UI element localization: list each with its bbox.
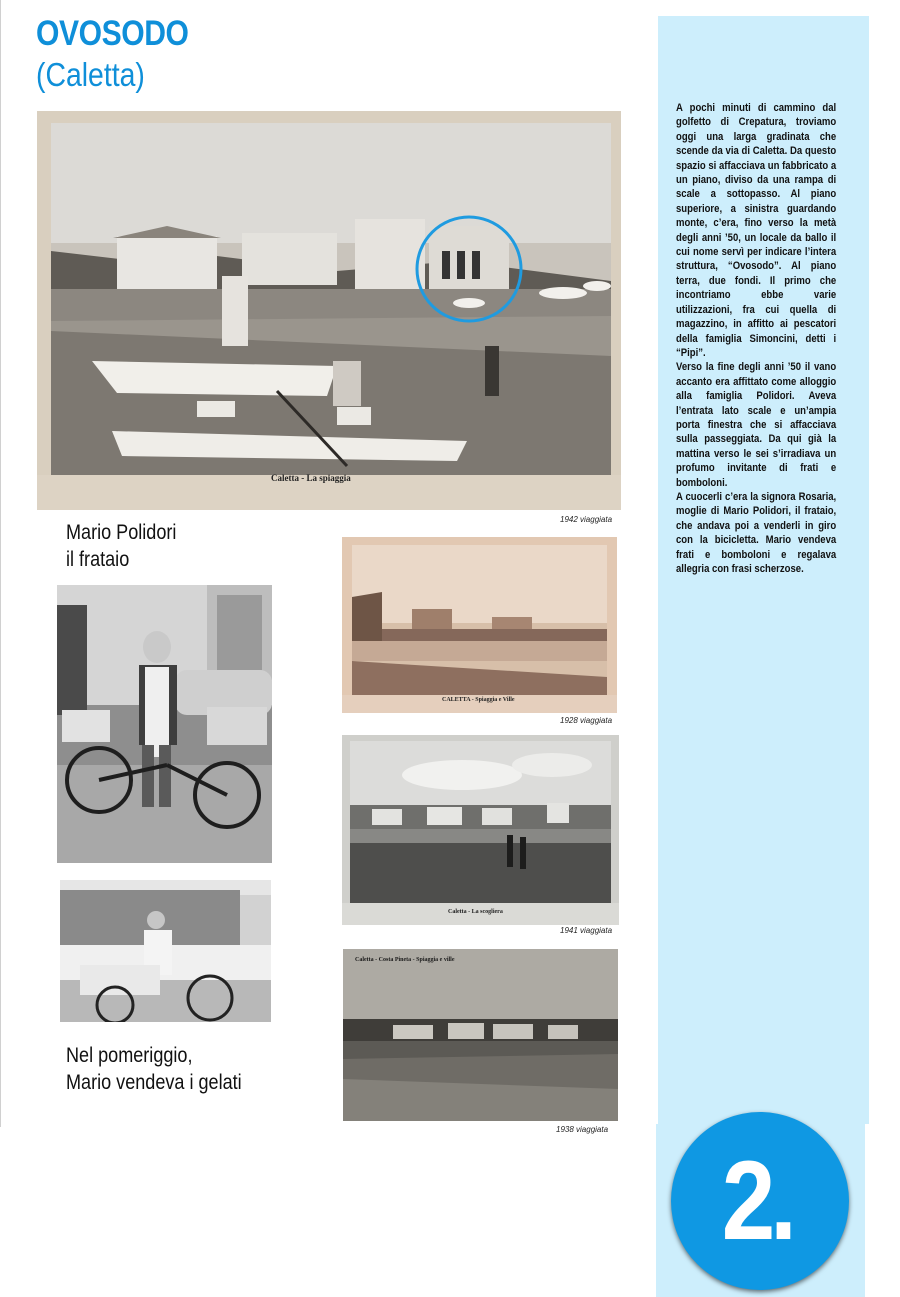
postcard-caption-text: Caletta - La scogliera [448,909,503,915]
page-subtitle: (Caletta) [36,56,145,93]
postcard-caption-text: Caletta - Costa Pineta - Spiaggia e ville [355,957,455,963]
gelati-caption [66,1042,242,1096]
story-paragraph: A cuocerli c’era la signora Rosaria, moglie di Mario Polidori, il frataio, che andava poi a venderli in giro con la bicicletta. Mario vendeva frati e bomboloni e regalava allegria con frasi scherzose. [676,490,837,575]
gelati-caption-line: Mario vendeva i gelati [66,1071,242,1094]
page-left-border [0,0,1,1127]
page-title: OVOSODO [36,14,189,53]
postcard-1941-photo [342,735,619,925]
postcard-1938-photo [343,949,618,1121]
frataio-caption-line: Mario Polidori [66,521,177,544]
gelati-caption-line: Nel pomeriggio, [66,1044,193,1067]
frataio-caption-line: il frataio [66,548,130,571]
frataio-caption [66,519,176,573]
story-paragraph: Verso la fine degli anni ’50 il vano accanto era affittato come alloggio alla famiglia Polidori. Aveva l’entrata lato scale e un’ampia porta finestra che si affacciava sulla passeggiata. Da qui già la mattina verso le sei s’irradiava un profumo invitante di frati e bomboloni. [676,361,837,489]
gelati-cart-photo [60,880,271,1022]
postcard-caption-text: CALETTA - Spiaggia e Ville [442,697,515,703]
mario-bicycle-photo [57,585,272,863]
postcard-caption-text: Caletta - La spiaggia [271,473,351,483]
story-paragraph: A pochi minuti di cammino dal golfetto di Crepatura, troviamo oggi una larga gradinata che scende da via di Caletta. Da questo spazio si affacciava un fabbricato a un piano, diviso da una rampa di scale a sottopasso. Al piano superiore, a sinistra guardando monte, c’era, fino verso la metà degli anni ’50, un locale da ballo il cui nome servì per indicare l’intera struttura, “Ovosodo”. Al piano terra, due fondi. Il primo che incontriamo ebbe varie utilizzazioni, fra cui quella di magazzino, in affitto ai pescatori della famiglia Simoncini, detti i “Pipi”. [676,102,837,359]
photo-date-caption: 1938 viaggiata [556,1125,609,1134]
story-text [676,101,836,576]
photo-date-caption: 1928 viaggiata [560,716,613,725]
page-number-badge [671,1112,849,1290]
photo-date-caption: 1941 viaggiata [560,926,613,935]
main-postcard-photo [37,111,621,510]
photo-date-caption: 1942 viaggiata [560,515,613,524]
page-number: 2. [721,1138,793,1263]
postcard-1928-photo [342,537,617,713]
